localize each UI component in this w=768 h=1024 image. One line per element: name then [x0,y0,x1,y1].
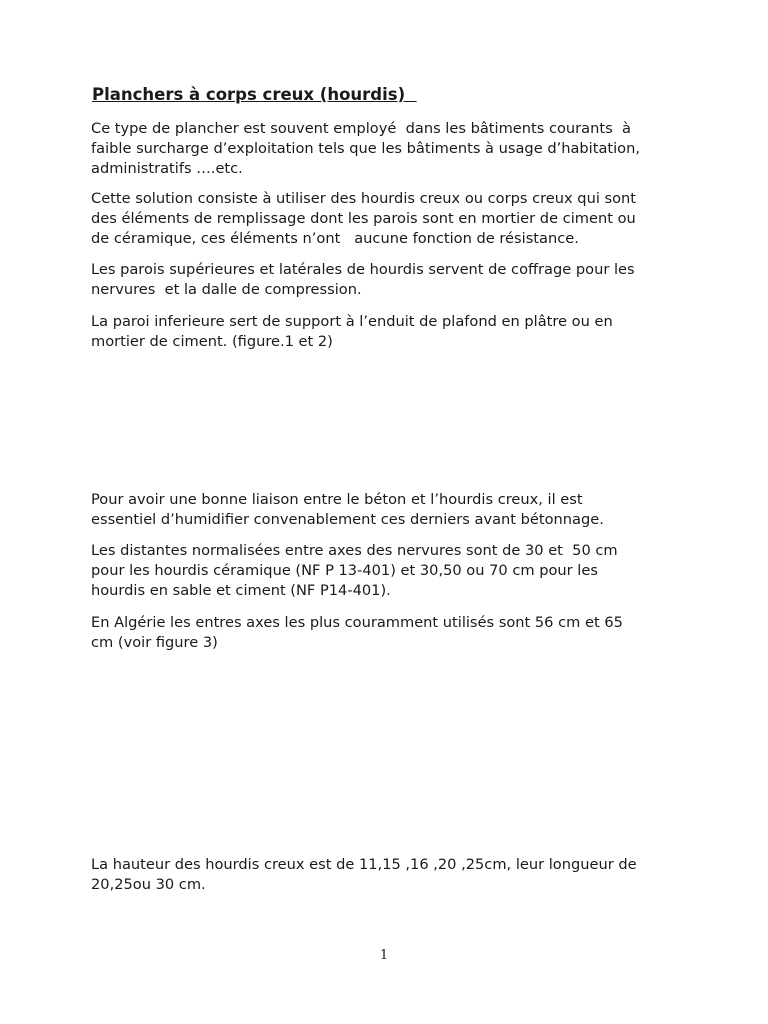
paragraph-parois: Les parois supérieures et latérales de hourdis servent de coffrage pour les nervures et la dalle de compression. [91,261,635,298]
page-number: 1 [379,948,389,963]
paragraph-solution: Cette solution consiste à utiliser des hourdis creux ou corps creux qui sont des éléments de remplissage dont les parois sont en mortier de ciment ou de céramique, ces éléments n’ont aucune fonction de résistance. [91,190,637,247]
paragraph-liaison: Pour avoir une bonne liaison entre le béton et l’hourdis creux, il est essentiel d’humidifier convenablement ces derniers avant bétonnage. [91,491,604,528]
paragraph-paroi-inferieure: La paroi inferieure sert de support à l’enduit de plafond en plâtre ou en mortier de ciment. (figure.1 et 2) [91,313,613,350]
paragraph-usage: Ce type de plancher est souvent employé dans les bâtiments courants à faible surcharge d’exploitation tels que les bâtiments à usage d’habitation, administratifs ….etc. [91,120,640,177]
document-title: Planchers à corps creux (hourdis) [92,85,417,104]
paragraph-distances: Les distantes normalisées entre axes des nervures sont de 30 et 50 cm pour les hourdis céramique (NF P 13-401) et 30,50 ou 70 cm pour les hourdis en sable et ciment (NF P14-401). [91,542,618,599]
paragraph-hauteur: La hauteur des hourdis creux est de 11,15 ,16 ,20 ,25cm, leur longueur de 20,25ou 30 cm. [91,856,637,893]
paragraph-algerie: En Algérie les entres axes les plus couramment utilisés sont 56 cm et 65 cm (voir figure 3) [91,614,623,651]
